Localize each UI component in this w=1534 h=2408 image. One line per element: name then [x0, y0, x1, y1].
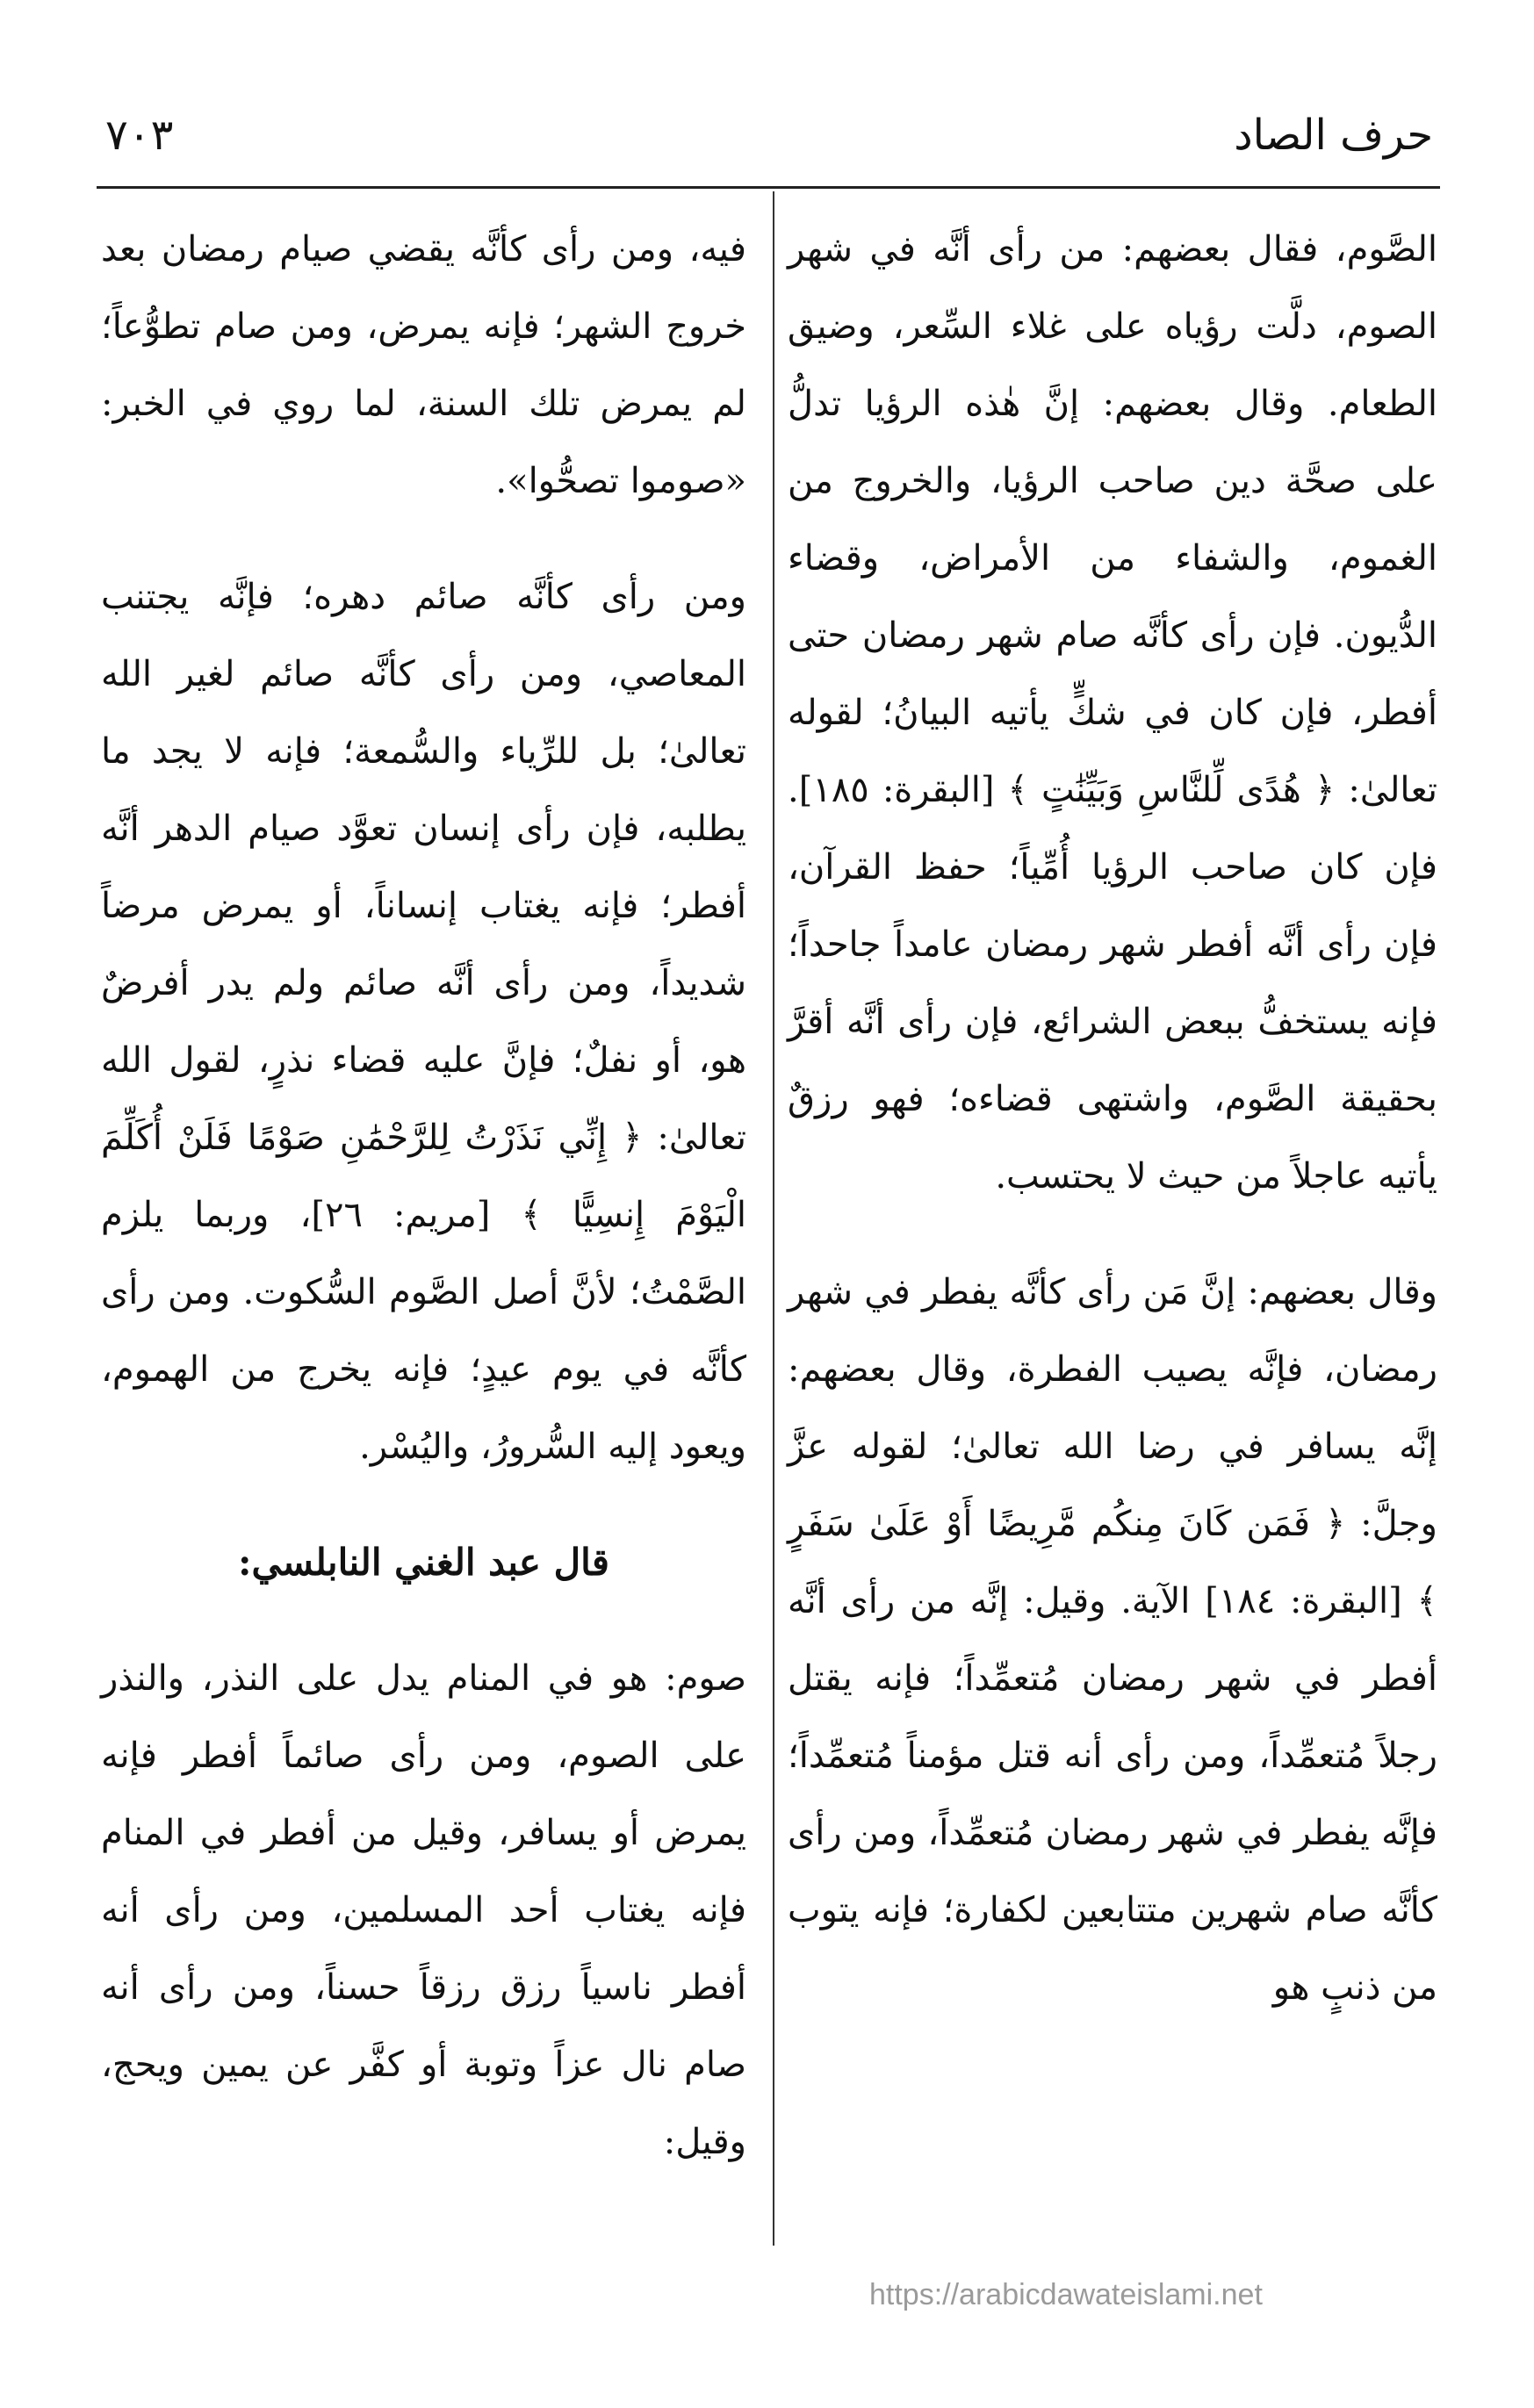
right-paragraph-1: الصَّوم، فقال بعضهم: من رأى أنَّه في شهر الصوم، دلَّت رؤياه على غلاء السِّعر، وضيق الطعام. وقال بعضهم: إنَّ هٰذه الرؤيا تدلُّ على صحَّة دين صاحب الرؤيا، والخروج من الغموم، والشفاء من الأمراض، وقضاء الدُّيون. فإن رأى كأنَّه صام شهر رمضان حتى أفطر، فإن كان في شكٍّ يأتيه البيانُ؛ لقوله تعالىٰ: ﴿ هُدًى لِّلنَّاسِ وَبَيِّنَٰتٍ ﴾ [البقرة: ١٨٥]. فإن كان صاحب الرؤيا أُمِّياً؛ حفظ القرآن، فإن رأى أنَّه أفطر شهر رمضان عامداً جاحداً؛ فإنه يستخفُّ ببعض الشرائع، فإن رأى أنَّه أقرَّ بحقيقة الصَّوم، واشتهى قضاءه؛ فهو رزقٌ يأتيه عاجلاً من حيث لا يحتسب.	[788, 229, 1437, 1197]
page-header-title: حرف الصاد	[1234, 111, 1433, 160]
right-column	[788, 211, 1437, 2026]
left-paragraph-3: صوم: هو في المنام يدل على النذر، والنذر على الصوم، ومن رأى صائماً أفطر فإنه يمرض أو يسافر، وقيل من أفطر في المنام فإنه يغتاب أحد المسلمين، ومن رأى أنه أفطر ناسياً رزق رزقاً حسناً، ومن رأى أنه صام نال عزاً وتوبة أو كفَّر عن يمين ويحج، وقيل:	[101, 1658, 746, 2162]
header-divider	[97, 186, 1440, 189]
left-paragraph-1: فيه، ومن رأى كأنَّه يقضي صيام رمضان بعد خروج الشهر؛ فإنه يمرض، ومن صام تطوُّعاً؛ لم يمرض تلك السنة، لما روي في الخبر: «صوموا تصحُّوا».	[101, 229, 746, 501]
column-divider	[773, 191, 774, 2246]
right-paragraph-2: وقال بعضهم: إنَّ مَن رأى كأنَّه يفطر في شهر رمضان، فإنَّه يصيب الفطرة، وقال بعضهم: إنَّه يسافر في رضا الله تعالىٰ؛ لقوله عزَّ وجلَّ: ﴿ فَمَن كَانَ مِنكُم مَّرِيضًا أَوْ عَلَىٰ سَفَرٍ ﴾ [البقرة: ١٨٤] الآية. وقيل: إنَّه من رأى أنَّه أفطر في شهر رمضان مُتعمِّداً؛ فإنه يقتل رجلاً مُتعمِّداً، ومن رأى أنه قتل مؤمناً مُتعمِّداً؛ فإنَّه يفطر في شهر رمضان مُتعمِّداً، ومن رأى كأنَّه صام شهرين متتابعين لكفارة؛ فإنه يتوب من ذنبٍ هو	[788, 1272, 1437, 2008]
watermark-url: https://arabicdawateislami.net	[869, 2278, 1263, 2311]
left-column	[101, 211, 746, 2181]
left-paragraph-2: ومن رأى كأنَّه صائم دهره؛ فإنَّه يجتنب المعاصي، ومن رأى كأنَّه صائم لغير الله تعالىٰ؛ بل للرِّياء والسُّمعة؛ فإنه لا يجد ما يطلبه، فإن رأى إنسان تعوَّد صيام الدهر أنَّه أفطر؛ فإنه يغتاب إنساناً، أو يمرض مرضاً شديداً، ومن رأى أنَّه صائم ولم يدر أفرضٌ هو، أو نفلٌ؛ فإنَّ عليه قضاء نذرٍ، لقول الله تعالىٰ: ﴿ إِنِّي نَذَرْتُ لِلرَّحْمَٰنِ صَوْمًا فَلَنْ أُكَلِّمَ الْيَوْمَ إِنسِيًّا ﴾ [مريم: ٢٦]، وربما يلزم الصَّمْتُ؛ لأنَّ أصل الصَّوم السُّكوت. ومن رأى كأنَّه في يوم عيدٍ؛ فإنه يخرج من الهموم، ويعود إليه السُّرورُ، واليُسْر.	[101, 577, 747, 1467]
page-number: ٧٠٣	[105, 111, 174, 160]
section-subheading: قال عبد الغني النابلسي:	[238, 1541, 609, 1584]
